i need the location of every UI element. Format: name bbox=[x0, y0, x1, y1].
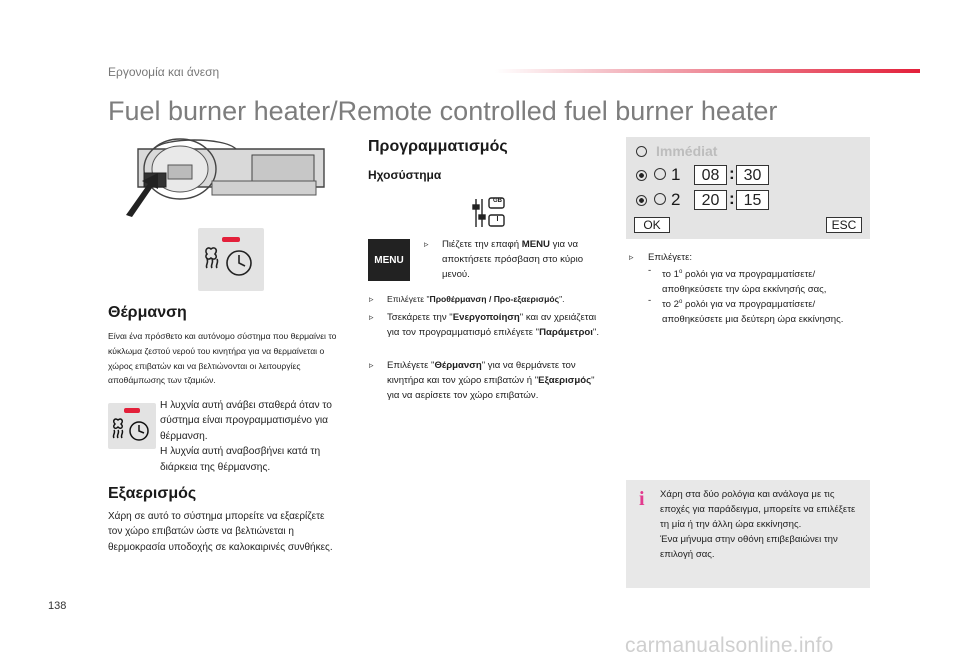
bullet-icon: ▹ bbox=[424, 239, 429, 249]
heater-lamp-icon bbox=[108, 403, 156, 449]
ok-button[interactable]: OK bbox=[634, 217, 670, 233]
gb-label: GB bbox=[493, 198, 502, 204]
audio-system-heading: Ηχοσύστημα bbox=[368, 168, 442, 182]
page-number: 138 bbox=[48, 600, 67, 612]
clock1-hours-field[interactable]: 08 bbox=[694, 165, 727, 185]
info-icon: i bbox=[639, 488, 645, 510]
dashboard-illustration bbox=[124, 137, 334, 219]
bullet-icon: ▹ bbox=[369, 360, 374, 370]
heater-button-icon bbox=[198, 228, 264, 291]
step-4: Επιλέγετε "Θέρμανση" για να θερμάνετε τον κινητήρα και τον χώρο επιβατών ή "Εξαερισμός" για να αερίσετε τον χώρο επιβατών. bbox=[387, 360, 595, 402]
clock2-radio[interactable] bbox=[636, 195, 647, 206]
section-header: Εργονομία και άνεση bbox=[108, 65, 220, 79]
menu-key[interactable]: MENU bbox=[368, 239, 410, 281]
i-label: I bbox=[496, 216, 499, 223]
clock1-separator: : bbox=[729, 164, 735, 183]
heater-program-screen bbox=[626, 137, 870, 239]
clock2-index: 2 bbox=[671, 190, 681, 209]
watermark: carmanualsonline.info bbox=[625, 634, 834, 657]
esc-button[interactable]: ESC bbox=[826, 217, 862, 233]
clock1-index: 1 bbox=[671, 165, 681, 184]
audio-settings-icon bbox=[470, 195, 510, 231]
clock2-minutes-field[interactable]: 15 bbox=[736, 190, 769, 210]
ventilation-description: Χάρη σε αυτό το σύστημα μπορείτε να εξαερίζετε τον χώρο επιβατών ώστε να βελτιώνεται η θερμοκρασία υποδοχής σε καλοκαιρινές συνθήκες. bbox=[108, 511, 333, 553]
lamp-description: Η λυχνία αυτή ανάβει σταθερά όταν το σύστημα είναι προγραμματισμένο για θέρμανση. Η λυχνία αυτή αναβοσβήνει κατά τη διάρκεια της θέρμανσης. bbox=[160, 400, 332, 473]
heating-heading: Θέρμανση bbox=[108, 304, 187, 321]
dash-marker: - bbox=[648, 295, 652, 306]
clock1-minutes-field[interactable]: 30 bbox=[736, 165, 769, 185]
clock2-separator: : bbox=[729, 189, 735, 208]
bullet-icon: ▹ bbox=[369, 312, 374, 322]
clock2-hours-field[interactable]: 20 bbox=[694, 190, 727, 210]
select-item-clock2: το $2^o$ ρολόι για να προγραμματίσετε/ αποθηκεύσετε μια δεύτερη ώρα εκκίνησης. bbox=[662, 299, 844, 326]
dash-marker: - bbox=[648, 265, 652, 276]
immediate-radio[interactable] bbox=[636, 146, 647, 157]
page-title: Fuel burner heater/Remote controlled fuel burner heater bbox=[108, 96, 778, 126]
info-box bbox=[626, 480, 870, 588]
step-2: Επιλέγετε "Προθέρμανση / Προ-εξαερισμός". bbox=[387, 294, 565, 304]
clock1-radio[interactable] bbox=[636, 170, 647, 181]
select-intro: Επιλέγετε: bbox=[648, 252, 693, 263]
ventilation-heading: Εξαερισμός bbox=[108, 485, 197, 502]
header-accent-bar bbox=[495, 69, 920, 73]
clock-icon bbox=[654, 168, 666, 180]
bullet-icon: ▹ bbox=[369, 294, 374, 304]
programming-heading: Προγραμματισμός bbox=[368, 138, 508, 155]
clock-icon bbox=[654, 193, 666, 205]
immediate-label: Immédiat bbox=[656, 143, 718, 159]
step-3: Τσεκάρετε την "Ενεργοποίηση" και αν χρειάζεται για τον προγραμματισμό επιλέγετε "Παράμετροι". bbox=[387, 312, 599, 339]
select-item-clock1: το $1^o$ ρολόι για να προγραμματίσετε/ αποθηκεύσετε την ώρα εκκίνησής σας, bbox=[662, 269, 827, 296]
bullet-icon: ▹ bbox=[629, 252, 634, 262]
info-text: Χάρη στα δύο ρολόγια και ανάλογα με τις εποχές για παράδειγμα, μπορείτε να επιλέξετε τη μία ή την άλλη ώρα εκκίνησης. Ένα μήνυμα στην οθόνη επιβεβαιώνει την επιλογή σας. bbox=[660, 489, 856, 560]
step-1: Πιέζετε την επαφή MENU για να αποκτήσετε πρόσβαση στο κύριο μενού. bbox=[442, 239, 584, 280]
heating-description: Είναι ένα πρόσθετο και αυτόνομο σύστημα που θερμαίνει το κύκλωμα ζεστού νερού του κινητήρα για να θερμαίνεται ο χώρος επιβατών και να βελτιώνονται οι λειτουργίες αποθάμπωσης των τζαμιών. bbox=[108, 331, 337, 386]
